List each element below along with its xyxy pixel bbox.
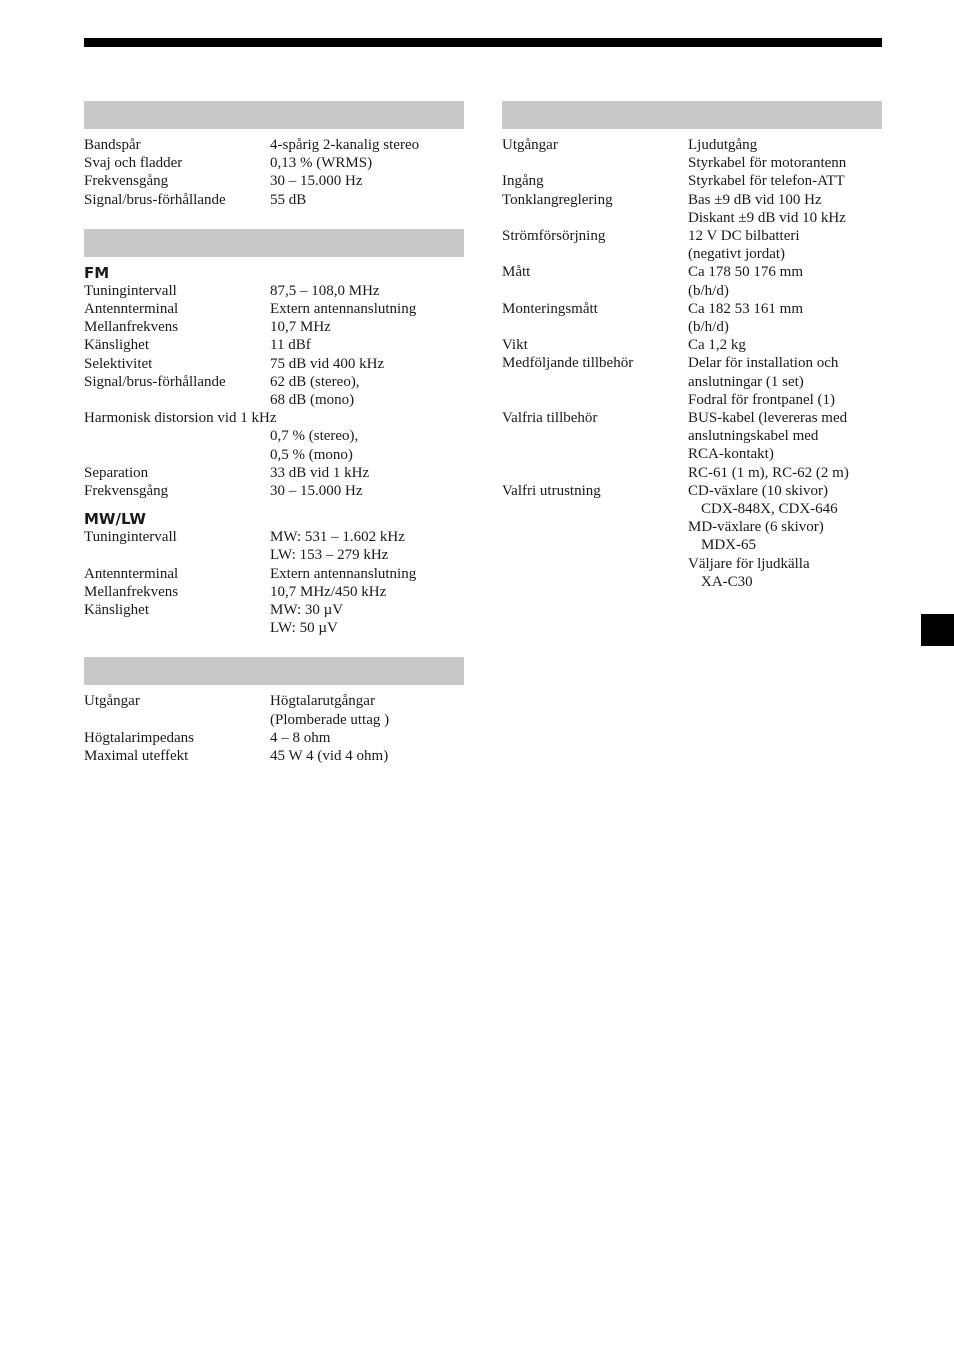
spec-value (270, 464, 464, 482)
spec-value-line: (Plomberade uttag ) (270, 711, 390, 728)
spec-value-line: 68 dB (mono) (270, 392, 355, 409)
mw-lw-specs (84, 528, 464, 637)
left-column (84, 101, 464, 785)
spec-value-line: 0,5 % (mono) (270, 446, 353, 463)
spec-value-line: Bas ±9 dB vid 100 Hz (688, 191, 822, 208)
spec-label: Bandspår (84, 137, 141, 153)
spec-value (270, 154, 464, 172)
spec-label: Antennterminal (84, 301, 179, 318)
spec-value-line: CDX-848X, CDX-646 (701, 501, 838, 518)
spec-value-line: Ca 182 53 161 mm (688, 300, 803, 317)
spec-label: Monteringsmått (502, 300, 598, 317)
spec-value-line: 30 – 15.000 Hz (270, 173, 363, 190)
spec-value-line: Extern antennanslutning (270, 301, 417, 318)
spec-value (688, 191, 882, 227)
spec-value (270, 318, 464, 336)
spec-value-line: XA-C30 (701, 573, 753, 590)
spec-label: Vikt (502, 337, 528, 354)
spec-row (84, 172, 464, 190)
spec-value-line: MDX-65 (701, 537, 756, 554)
spec-value-line: Styrkabel för telefon-ATT (688, 173, 845, 190)
spec-label: Svaj och fladder (84, 155, 183, 172)
spec-row (84, 191, 464, 209)
spec-value (270, 747, 464, 765)
spec-value-line: 10,7 MHz/450 kHz (270, 583, 387, 600)
spec-value-line: Diskant ±9 dB vid 10 kHz (688, 209, 846, 226)
spec-label: Selektivitet (84, 355, 153, 372)
fm-specs (84, 282, 464, 500)
spec-value (270, 565, 464, 583)
spec-row (502, 354, 882, 409)
spec-label: Mellanfrekvens (84, 319, 179, 336)
spec-value-line: MW: 30 µV (270, 602, 344, 619)
spec-label: Tonklangreglering (502, 191, 613, 208)
spec-value-line: (negativt jordat) (688, 246, 786, 263)
spec-label: Valfri utrustning (502, 482, 601, 499)
spec-row (84, 729, 464, 747)
spec-row (84, 482, 464, 500)
spec-value-line: 45 W 4 (vid 4 ohm) (270, 748, 389, 765)
spec-label: Signal/brus-förhållande (84, 373, 226, 390)
spec-label: Mellanfrekvens (84, 583, 179, 600)
spec-value-line: LW: 50 µV (270, 620, 338, 637)
spec-row (84, 601, 464, 637)
spec-value-line: Extern antennanslutning (270, 565, 417, 582)
spec-value (270, 355, 464, 373)
spec-value-line: RC-61 (1 m), RC-62 (2 m) (688, 464, 849, 481)
spec-value-line: 87,5 – 108,0 MHz (270, 282, 380, 299)
spec-label: Känslighet (84, 602, 149, 619)
spec-value (270, 528, 464, 564)
spec-row (84, 528, 464, 564)
spec-value (270, 373, 464, 409)
spec-value-line: Ca 178 50 176 mm (688, 264, 803, 281)
spec-value (688, 263, 882, 299)
spec-value-line: Delar för installation och (688, 355, 839, 372)
spec-row (84, 373, 464, 409)
spec-value-line: BUS-kabel (levereras med (688, 410, 848, 427)
spec-value-line: LW: 153 – 279 kHz (270, 547, 389, 564)
spec-row (84, 583, 464, 601)
section-band-general (502, 101, 882, 129)
spec-value-line: RCA-kontakt) (688, 446, 774, 463)
spec-value (270, 172, 464, 190)
spec-label: Medföljande tillbehör (502, 355, 634, 372)
spec-row (84, 747, 464, 765)
spec-row (502, 191, 882, 227)
spec-row (84, 136, 464, 154)
spec-row (84, 154, 464, 172)
spec-value-line: 12 V DC bilbatteri (688, 228, 800, 245)
section-band-cassette (84, 101, 464, 129)
spec-row (502, 336, 882, 354)
general-specs (502, 136, 882, 591)
spec-value (270, 300, 464, 318)
spec-value (688, 354, 882, 409)
spec-value (270, 282, 464, 300)
spec-row (502, 482, 882, 591)
spec-row (502, 227, 882, 263)
spec-value-line: CD-växlare (10 skivor) (688, 482, 828, 499)
spec-value (688, 482, 882, 591)
spec-label: Valfria tillbehör (502, 410, 598, 427)
spec-value-line: 10,7 MHz (270, 319, 331, 336)
spec-label: Tuningintervall (84, 529, 177, 546)
spec-value-line: (b/h/d) (688, 319, 729, 336)
spec-label: Maximal uteffekt (84, 748, 189, 765)
section-band-tuner (84, 229, 464, 257)
spec-row (84, 565, 464, 583)
spec-label: Utgångar (502, 137, 558, 153)
spec-value-line: MD-växlare (6 skivor) (688, 519, 824, 536)
mw-lw-heading: MW/LW (84, 510, 146, 529)
spec-value-line: MW: 531 – 1.602 kHz (270, 529, 405, 546)
cassette-specs (84, 136, 464, 209)
spec-row (502, 172, 882, 190)
spec-label: Harmonisk distorsion vid 1 kHz (84, 410, 277, 427)
spec-value-line: 62 dB (stereo), (270, 373, 360, 390)
spec-label: Frekvensgång (84, 173, 169, 190)
spec-label: Frekvensgång (84, 483, 169, 500)
amplifier-specs (84, 692, 464, 765)
spec-row (502, 136, 882, 172)
spec-value (270, 601, 464, 637)
spec-value-line: 11 dBf (270, 337, 311, 354)
spec-row (84, 355, 464, 373)
spec-row (502, 409, 882, 482)
spec-row (502, 300, 882, 336)
spec-value-line: 0,7 % (stereo), (270, 428, 359, 445)
spec-label: Tuningintervall (84, 282, 177, 299)
right-column (502, 101, 882, 611)
spec-value-line: Ljudutgång (688, 137, 758, 153)
spec-value-line: Styrkabel för motorantenn (688, 155, 847, 172)
spec-label: Ingång (502, 173, 544, 190)
spec-value-line: anslutningar (1 set) (688, 373, 804, 390)
spec-value (688, 336, 882, 354)
spec-row (84, 282, 464, 300)
spec-label: Separation (84, 464, 149, 481)
spec-value-line: 75 dB vid 400 kHz (270, 355, 385, 372)
spec-row (84, 409, 464, 464)
spec-value (270, 482, 464, 500)
fm-heading: FM (84, 263, 110, 282)
spec-value-line: Väljare för ljudkälla (688, 555, 810, 572)
spec-value (270, 409, 464, 464)
spec-value (270, 191, 464, 209)
spec-value-line: 55 dB (270, 191, 307, 208)
spec-label: Strömförsörjning (502, 228, 606, 245)
spec-row (502, 263, 882, 299)
spec-value (688, 227, 882, 263)
spec-value-line: 4 – 8 ohm (270, 729, 331, 746)
spec-value (270, 336, 464, 354)
spec-value (270, 692, 464, 728)
spec-row (84, 336, 464, 354)
spec-value-line: Fodral för frontpanel (1) (688, 391, 836, 408)
spec-value-line: Högtalarutgångar (270, 693, 375, 710)
top-rule (84, 38, 882, 47)
spec-value (688, 172, 882, 190)
spec-row (84, 464, 464, 482)
spec-value (688, 409, 882, 482)
spec-value (688, 136, 882, 172)
spec-label: Mått (502, 264, 531, 281)
spec-label: Utgångar (84, 693, 140, 710)
spec-row (84, 318, 464, 336)
spec-value (270, 729, 464, 747)
spec-value-line: Ca 1,2 kg (688, 337, 746, 354)
spec-value (688, 300, 882, 336)
spec-value-line: 4-spårig 2-kanalig stereo (270, 137, 420, 153)
spec-value-line: 0,13 % (WRMS) (270, 155, 373, 172)
section-band-amplifier (84, 657, 464, 685)
side-thumb-tab (921, 614, 954, 646)
spec-label: Antennterminal (84, 565, 179, 582)
spec-value (270, 583, 464, 601)
spec-label: Högtalarimpedans (84, 729, 194, 746)
spec-row (84, 300, 464, 318)
spec-row (84, 692, 464, 728)
spec-value-line: (b/h/d) (688, 282, 729, 299)
spec-value-line: 33 dB vid 1 kHz (270, 464, 370, 481)
spec-value-line (270, 409, 464, 427)
spec-value-line: 30 – 15.000 Hz (270, 483, 363, 500)
spec-label: Känslighet (84, 337, 149, 354)
spec-label: Signal/brus-förhållande (84, 191, 226, 208)
spec-value-line: anslutningskabel med (688, 428, 819, 445)
spec-value (270, 136, 464, 154)
